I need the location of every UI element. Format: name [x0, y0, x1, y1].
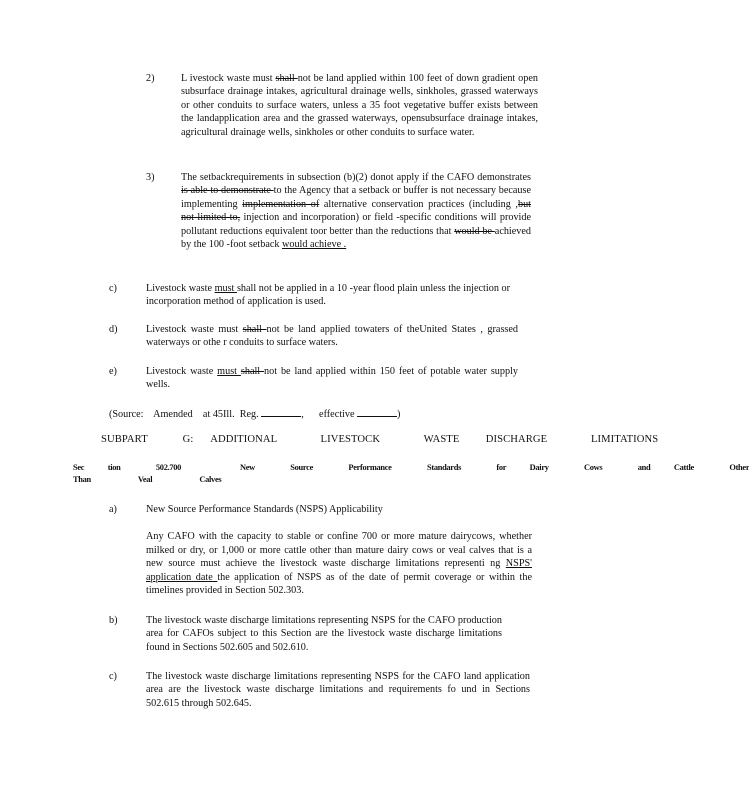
item-c2-marker: c) [109, 671, 117, 682]
text-run: not be land applied towaters of theUnited States , grassed waterways or othe r conduits to surface waters. [146, 324, 518, 349]
item-d-marker: d) [109, 324, 118, 335]
nsps-applicability-title [146, 503, 532, 516]
text-run: injection and incorporation) or field -specific conditions will provide pollutant reductions equivalent toor better than the reductions that [181, 212, 531, 237]
deleted-text: shall [242, 324, 267, 335]
deleted-text: shall [240, 366, 265, 377]
source-note [109, 406, 400, 421]
item-d-text [146, 323, 518, 350]
item-e-marker: e) [109, 366, 117, 377]
item-3-marker: 3) [146, 172, 155, 183]
item-e-text [146, 365, 518, 392]
source-reg-blank [261, 406, 301, 417]
item-a-marker: a) [109, 504, 117, 515]
item-b-text [146, 614, 502, 654]
inserted-text: NSPS' application date [146, 558, 532, 583]
deleted-text: would be [454, 225, 495, 237]
item-c2-text [146, 670, 530, 710]
source-note-prefix: (Source: Amended at 45Ill. Reg. [109, 409, 259, 420]
text-run: to the Agency that a setback or buffer is not necessary because implementing [181, 185, 531, 210]
item-2-marker: 2) [146, 73, 155, 84]
inserted-text: must [214, 283, 237, 294]
text-run: Livestock waste [146, 283, 215, 294]
deleted-text: is able to demonstrate [181, 185, 274, 197]
text-run: Livestock waste must [146, 324, 243, 335]
text-run: the application of NSPS as of the date of permit coverage or within the timelines provided in Section 502.303. [146, 571, 533, 597]
text-run: The livestock waste discharge limitations representing NSPS for the CAFO production area for CAFOs subject to this Section are the livestock waste discharge limitations found in Sections 502.605 and 502.610. [146, 615, 502, 653]
text-run: Any CAFO with the capacity to stable or confine 700 or more mature dairycows, whether milked or dry, or 1,000 or more cattle other than mature dairy cows or veal calves that is a new source must achieve the livestock waste discharge limitations representi ng [146, 531, 532, 570]
text-run: shall not be applied in a 10 -year flood plain unless the injection or incorporation method of application is used. [146, 283, 510, 308]
deleted-text: implementation of [242, 198, 320, 210]
deleted-text: shall [275, 73, 298, 84]
source-date-blank [357, 406, 397, 417]
source-note-effective: , effective [301, 409, 355, 420]
item-b-marker: b) [109, 615, 118, 626]
text-run: not be land applied within 150 feet of potable water supply wells. [146, 366, 518, 391]
text-run: The livestock waste discharge limitations representing NSPS for the CAFO land application area are the livestock waste discharge limitations and requirements fo und in Sections 502.615 through 502.645. [146, 671, 530, 709]
subpart-heading: SUBPART G: ADDITIONAL LIVESTOCK WASTE DISCHARGE LIMITATIONS [101, 434, 659, 445]
section-heading [73, 462, 749, 486]
source-note-close: ) [397, 409, 401, 420]
item-c-text [146, 282, 510, 309]
item-c-marker: c) [109, 283, 117, 294]
text-run: New Source Performance Standards (NSPS) Applicability [146, 504, 383, 515]
deleted-text: but not limited to, [181, 198, 531, 224]
inserted-text: must [217, 366, 241, 377]
inserted-text: would achieve . [282, 239, 347, 251]
text-run: Livestock waste [146, 366, 218, 377]
item-2-text [181, 72, 538, 139]
section-heading-line-1: Sec tion 502.700 New Source Performance Standards for Dairy Cows and Cattle Other [73, 463, 749, 472]
text-run: The setbackrequirements in subsection (b)(2) donot apply if the CAFO demonstrates [181, 172, 531, 183]
nsps-applicability-text [146, 530, 532, 597]
text-run: L ivestock waste must [181, 73, 276, 84]
item-a-body [146, 503, 532, 597]
text-run: not be land applied within 100 feet of down gradient open subsurface drainage intakes, agricultural drainage wells, sinkholes, grassed waterways or other conduits to surface waters, unless a 35 foot vegetative buffer exists between the landapplication area and the grassed waterways, opensubsurface drainage intakes, agricultural drainage wells, sinkholes or other conduits to surface water. [181, 73, 538, 138]
text-run: alternative conservation practices (including , [319, 198, 518, 210]
section-heading-line-2: Than Veal Calves [73, 475, 222, 484]
text-run: achieved by the 100 -foot setback [181, 225, 531, 251]
item-3-text [181, 171, 531, 251]
